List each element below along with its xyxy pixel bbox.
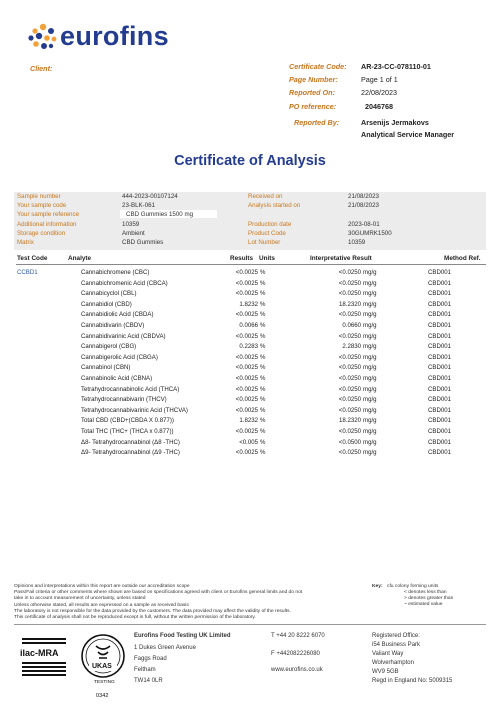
analyte-cell: Cannabichromenic Acid (CBCA) (81, 279, 168, 287)
method-ref-cell: CBD001 (428, 385, 452, 393)
contact-fax: F +442082226080 (271, 651, 320, 657)
results-table-header (16, 254, 486, 265)
interpretative-unit-cell: mg/g (363, 396, 377, 404)
registered-office-label: Registered Office: (372, 633, 420, 639)
header-interpretative-result: Interpretative Result (310, 255, 372, 262)
interpretative-unit-cell: mg/g (363, 428, 377, 435)
lot-number-label: Lot Number (248, 239, 281, 246)
interpretative-unit-cell: mg/g (363, 343, 377, 351)
analyte-cell: Tetrahydrocannabinolic Acid (THCA) (81, 385, 180, 393)
interpretative-unit-cell: mg/g (363, 353, 377, 361)
footer-note: The laboratory is not responsible for the data provided by the customers. The data provided may affect the validity of the results. (14, 608, 291, 614)
company-name: Eurofins Food Testing UK Limited (134, 633, 231, 639)
table-row (16, 321, 486, 332)
footer-note: take in to account measurement of uncertainty, unless stated (14, 596, 146, 602)
key-line: cfu colony forming units (387, 584, 439, 589)
method-ref-cell: CBD001 (428, 332, 452, 340)
ilac-mra-text: ilac-MRA (20, 648, 59, 658)
method-ref-cell: CBD001 (428, 396, 452, 404)
company-address-line: 1 Dukes Green Avenue (134, 645, 196, 651)
footer-note: Opinions and interpretations within this report are outside our accreditation scope (14, 584, 190, 589)
interpretative-unit-cell: mg/g (363, 364, 377, 372)
sample-reference-label: Your sample reference (17, 211, 80, 218)
interpretative-result-cell: <0.0250 (338, 428, 361, 435)
footer-divider (14, 624, 486, 625)
result-cell: <0.0025 (235, 364, 258, 372)
interpretative-result-cell: 18.2320 (338, 417, 361, 425)
registered-address-line: WV9 5GB (372, 669, 399, 675)
result-cell: 0.2283 (239, 343, 258, 351)
table-row (16, 332, 486, 343)
eurofins-dots-icon (26, 22, 60, 52)
method-ref-cell: CBD001 (428, 343, 452, 351)
interpretative-result-cell: <0.0250 (338, 364, 361, 372)
production-date-value: 2023-08-01 (348, 221, 380, 228)
sample-info-box (14, 192, 486, 250)
ukas-text: UKAS (92, 663, 112, 670)
po-reference-label: PO reference: (289, 102, 337, 111)
table-row (16, 310, 486, 321)
unit-cell: % (260, 396, 266, 404)
client-label: Client: (30, 64, 53, 73)
analyte-cell: Total THC (THC+ (THCA x 0.877)) (81, 428, 174, 435)
interpretative-unit-cell: mg/g (363, 279, 377, 287)
accreditation-logos (16, 628, 136, 703)
interpretative-result-cell: 18.2320 (338, 300, 361, 308)
table-row (16, 427, 486, 438)
registered-address-line: i54 Business Park (372, 642, 421, 648)
interpretative-result-cell: <0.0250 (338, 332, 361, 340)
header-test-code: Test Code (17, 255, 48, 262)
product-code-label: Product Code (248, 230, 286, 237)
registered-company-number: Regd in England No: 5009315 (372, 678, 453, 684)
analyte-cell: Δ9- Tetrahydrocannabinol (Δ9 -THC) (81, 449, 180, 457)
method-ref-cell: CBD001 (428, 279, 452, 287)
interpretative-result-cell: 2.2830 (342, 343, 361, 351)
unit-cell: % (260, 269, 266, 276)
analyte-cell: Cannabicyclol (CBL) (81, 290, 137, 298)
result-cell: <0.0025 (235, 332, 258, 340)
reported-by-label: Reported By: (294, 118, 340, 127)
method-ref-cell: CBD001 (428, 311, 452, 319)
received-on-label: Received on (248, 193, 283, 200)
certificate-code-label: Certificate Code: (289, 62, 347, 71)
result-cell: 1.8232 (239, 417, 258, 425)
matrix-value: CBD Gummies (122, 239, 164, 246)
result-cell: <0.0025 (235, 385, 258, 393)
table-row (16, 268, 486, 279)
header-method-ref: Method Ref. (444, 255, 481, 262)
table-row (16, 416, 486, 427)
company-address-line: Feltham (134, 667, 156, 673)
unit-cell: % (260, 375, 266, 382)
interpretative-result-cell: <0.0250 (338, 311, 361, 319)
result-cell: 1.8232 (239, 300, 258, 308)
table-row (16, 363, 486, 374)
unit-cell: % (260, 290, 266, 298)
accreditation-seal-icon (16, 628, 136, 703)
interpretative-unit-cell: mg/g (363, 269, 377, 276)
result-cell: <0.0025 (235, 449, 258, 457)
method-ref-cell: CBD001 (428, 406, 452, 414)
table-row (16, 279, 486, 290)
analyte-cell: Cannabidiolic Acid (CBDA) (81, 311, 154, 319)
analyte-cell: Cannabigerol (CBG) (81, 343, 137, 351)
analyte-cell: Tetrahydrocannabivarinic Acid (THCVA) (81, 406, 188, 414)
unit-cell: % (260, 364, 266, 372)
interpretative-result-cell: <0.0250 (338, 375, 361, 382)
analyte-cell: Cannabinolic Acid (CBNA) (81, 375, 153, 382)
footer-note: This certificate of analysis shall not be reproduced except in full, without the written permission of the laboratory. (14, 615, 256, 620)
unit-cell: % (260, 322, 266, 329)
page-title: Certificate of Analysis (174, 153, 326, 169)
interpretative-unit-cell: mg/g (363, 300, 377, 308)
ukas-testing-text: TESTING (94, 680, 115, 685)
method-ref-cell: CBD001 (428, 449, 452, 457)
certificate-code-value: AR-23-CC-078110-01 (361, 62, 431, 71)
interpretative-unit-cell: mg/g (363, 385, 377, 393)
method-ref-cell: CBD001 (428, 290, 452, 298)
interpretative-unit-cell: mg/g (363, 322, 377, 329)
unit-cell: % (260, 385, 266, 393)
unit-cell: % (260, 279, 266, 287)
result-cell: <0.0025 (235, 428, 258, 435)
additional-information-label: Additional information (17, 221, 77, 228)
product-code-value: 30GUMRK1500 (348, 230, 392, 237)
po-reference-value: 2046768 (365, 102, 393, 111)
table-row (16, 395, 486, 406)
unit-cell: % (260, 311, 266, 319)
unit-cell: % (260, 417, 266, 425)
reported-on-value: 22/08/2023 (361, 88, 397, 97)
interpretative-unit-cell: mg/g (363, 332, 377, 340)
reported-by-value: Arsenijs Jermakovs (361, 118, 429, 127)
interpretative-unit-cell: mg/g (363, 375, 377, 382)
method-ref-cell: CBD001 (428, 375, 452, 382)
registered-address-line: Wolverhampton (372, 660, 414, 666)
result-cell: <0.0025 (235, 269, 258, 276)
analyte-cell: Δ8- Tetrahydrocannabinol (Δ8 -THC) (81, 438, 180, 446)
method-ref-cell: CBD001 (428, 438, 452, 446)
unit-cell: % (260, 449, 266, 457)
table-row (16, 385, 486, 396)
table-row (16, 374, 486, 385)
result-cell: 0.0066 (239, 322, 258, 329)
contact-website[interactable]: www.eurofins.co.uk (271, 667, 323, 673)
interpretative-result-cell: <0.0250 (338, 290, 361, 298)
sample-number-label: Sample number (17, 193, 61, 200)
interpretative-unit-cell: mg/g (363, 438, 377, 446)
analyte-cell: Cannabigerolic Acid (CBGA) (81, 353, 158, 361)
interpretative-result-cell: <0.0250 (338, 385, 361, 393)
unit-cell: % (260, 406, 266, 414)
key-line: < denotes less than (404, 590, 447, 595)
unit-cell: % (260, 428, 266, 435)
reported-on-label: Reported On: (289, 88, 335, 97)
analyte-cell: Cannabinol (CBN) (81, 364, 131, 372)
analysis-started-value: 21/08/2023 (348, 202, 379, 209)
key-line: ~ estimated value (404, 602, 443, 607)
result-cell: <0.0025 (235, 375, 258, 382)
test-code-cell: CCBD1 (17, 269, 38, 276)
sample-code-label: Your sample code (17, 202, 67, 209)
header-units: Units (259, 255, 275, 262)
result-cell: <0.005 (239, 438, 258, 446)
interpretative-unit-cell: mg/g (363, 449, 377, 457)
method-ref-cell: CBD001 (428, 300, 452, 308)
method-ref-cell: CBD001 (428, 269, 452, 276)
reported-by-role: Analytical Service Manager (361, 130, 455, 139)
interpretative-unit-cell: mg/g (363, 290, 377, 298)
interpretative-result-cell: <0.0250 (338, 279, 361, 287)
footer-note: Unless otherwise stated, all results are expressed on a sample as received basis (14, 602, 189, 608)
interpretative-result-cell: <0.0500 (338, 438, 361, 446)
header-analyte: Analyte (68, 255, 92, 262)
table-row (16, 438, 486, 449)
table-row (16, 353, 486, 364)
result-cell: <0.0025 (235, 353, 258, 361)
storage-condition-label: Storage condition (17, 230, 66, 237)
interpretative-result-cell: <0.0250 (338, 396, 361, 404)
unit-cell: % (260, 300, 266, 308)
additional-information-value: 10359 (122, 221, 140, 228)
analyte-cell: Cannabidivarinic Acid (CBDVA) (81, 332, 166, 340)
sample-number-value: 444-2023-00107124 (122, 193, 178, 200)
table-row (16, 300, 486, 311)
received-on-value: 21/08/2023 (348, 193, 379, 200)
interpretative-unit-cell: mg/g (363, 406, 377, 414)
interpretative-result-cell: <0.0250 (338, 269, 361, 276)
key-line: > denotes greater than (404, 596, 454, 601)
table-row (16, 406, 486, 417)
result-cell: <0.0025 (235, 396, 258, 404)
table-row (16, 448, 486, 459)
method-ref-cell: CBD001 (428, 322, 452, 329)
unit-cell: % (260, 332, 266, 340)
sample-code-value: 23-BLK-061 (122, 202, 156, 209)
company-address-line: TW14 0LR (134, 678, 163, 684)
analyte-cell: Cannabidiol (CBD) (81, 300, 132, 308)
unit-cell: % (260, 343, 266, 351)
analyte-cell: Total CBD (CBD+(CBDA X 0.877)) (81, 417, 174, 425)
result-cell: <0.0025 (235, 311, 258, 319)
interpretative-result-cell: <0.0250 (338, 449, 361, 457)
key-title: Key: (372, 584, 383, 589)
analysis-started-label: Analysis started on (248, 202, 301, 209)
ukas-number: 0342 (96, 693, 109, 699)
result-cell: <0.0025 (235, 279, 258, 287)
page-number-label: Page Number: (289, 75, 338, 84)
table-row (16, 342, 486, 353)
sample-reference-value: CBD Gummies 1500 mg (126, 211, 194, 218)
analyte-cell: Cannabidivarin (CBDV) (81, 322, 145, 329)
interpretative-result-cell: <0.0250 (338, 353, 361, 361)
lot-number-value: 10359 (348, 239, 366, 246)
method-ref-cell: CBD001 (428, 353, 452, 361)
header-results: Results (230, 255, 254, 262)
unit-cell: % (260, 438, 266, 446)
footer-note: Pass/Fail criteria or other comments where shown are based on specifications agreed with client or Eurofins general limits and do not (14, 590, 303, 596)
matrix-label: Matrix (17, 239, 34, 246)
result-cell: <0.0025 (235, 290, 258, 298)
contact-phone: T +44 20 8222 6070 (271, 633, 325, 639)
result-cell: <0.0025 (235, 406, 258, 414)
eurofins-logo (26, 21, 169, 52)
company-address-line: Faggs Road (134, 656, 167, 662)
analyte-cell: Tetrahydrocannabivarin (THCV) (81, 396, 167, 404)
brand-name: eurofins (60, 21, 169, 51)
interpretative-result-cell: <0.0250 (338, 406, 361, 414)
registered-address-line: Valiant Way (372, 651, 404, 657)
storage-condition-value: Ambient (122, 230, 145, 237)
method-ref-cell: CBD001 (428, 417, 452, 425)
interpretative-unit-cell: mg/g (363, 417, 377, 425)
method-ref-cell: CBD001 (428, 364, 452, 372)
table-row (16, 289, 486, 300)
analyte-cell: Cannabichromene (CBC) (81, 269, 150, 276)
unit-cell: % (260, 353, 266, 361)
interpretative-result-cell: 0.0660 (342, 322, 361, 329)
production-date-label: Production date (248, 221, 292, 228)
page-number-value: Page 1 of 1 (361, 75, 398, 84)
method-ref-cell: CBD001 (428, 428, 452, 435)
interpretative-unit-cell: mg/g (363, 311, 377, 319)
